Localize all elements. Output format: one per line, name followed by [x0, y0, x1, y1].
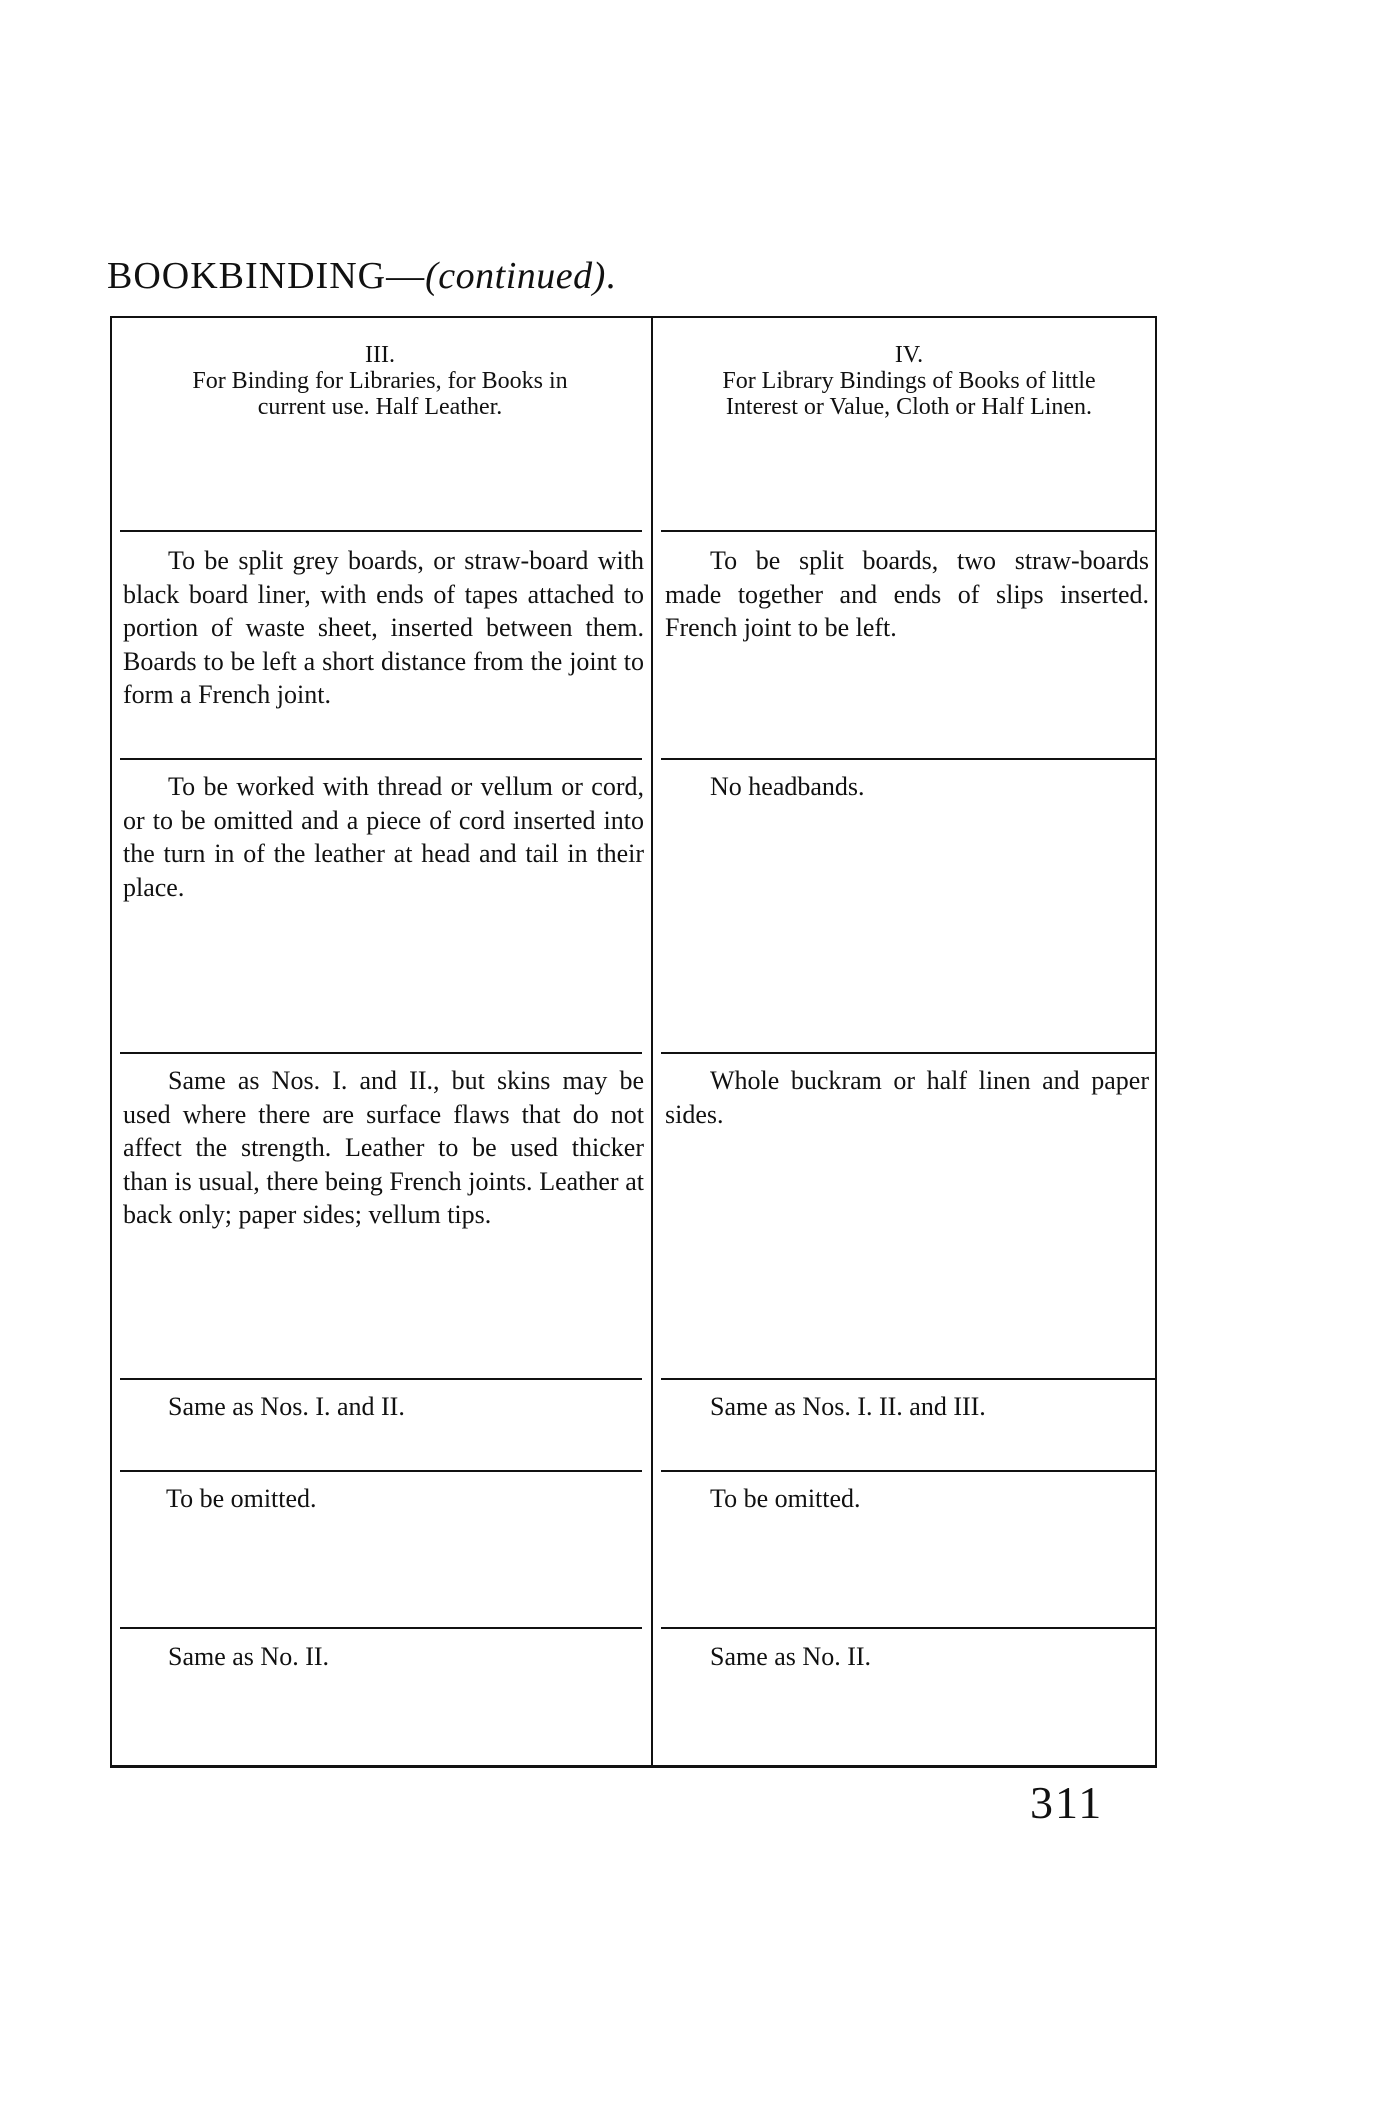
cell-iv-row-6: Same as No. II.	[710, 1642, 872, 1671]
cell-iii-row-3: Same as Nos. I. and II., but skins may be used where there are surface flaws that do not affect the strength. Leather to be used thicker than is usual, there being French joints. Leather at back only; paper sides; vellum tips.	[123, 1066, 644, 1229]
row-rule	[661, 1470, 1155, 1472]
row-rule	[120, 1627, 642, 1629]
column-divider	[651, 318, 653, 1765]
cell-iv-row-1: To be split boards, two straw-boards made together and ends of slips inserted. French joint to be left.	[665, 546, 1149, 642]
cell-iii-row-2: To be worked with thread or vellum or cord, or to be omitted and a piece of cord inserted into the turn in of the leather at head and tail in their place.	[123, 772, 644, 902]
row-rule	[661, 1627, 1155, 1629]
cell-iv-row-3: Whole buckram or half linen and paper sides.	[665, 1066, 1149, 1129]
row-rule	[120, 1378, 642, 1380]
title-continued: (continued)	[425, 255, 606, 297]
page-number: 311	[1030, 1777, 1104, 1828]
row-rule	[661, 758, 1155, 760]
column-heading-line: current use. Half Leather.	[257, 394, 503, 420]
row-rule	[661, 1052, 1155, 1054]
column-numeral: III.	[365, 342, 395, 368]
title-period: .	[605, 255, 617, 297]
column-header-iii	[120, 342, 640, 420]
column-heading-line: For Library Bindings of Books of little	[722, 368, 1096, 394]
row-rule	[661, 530, 1155, 532]
cell-iii-row-1: To be split grey boards, or straw-board with black board liner, with ends of tapes attached to portion of waste sheet, inserted between them. Boards to be left a short distance from the joint to form a French joint.	[123, 546, 644, 709]
page-title	[107, 254, 616, 298]
row-rule	[120, 758, 642, 760]
title-main: BOOKBINDING—	[107, 255, 426, 297]
cell-iii-row-5: To be omitted.	[166, 1484, 317, 1513]
cell-iii-row-6: Same as No. II.	[168, 1642, 330, 1671]
column-heading-line: Interest or Value, Cloth or Half Linen.	[725, 394, 1093, 420]
cell-iv-row-5: To be omitted.	[710, 1484, 861, 1513]
cell-iv-row-4: Same as Nos. I. II. and III.	[710, 1392, 986, 1421]
column-numeral: IV.	[894, 342, 924, 368]
row-rule	[120, 1470, 642, 1472]
bookbinding-table	[110, 316, 1157, 1768]
cell-iii-row-4: Same as Nos. I. and II.	[168, 1392, 405, 1421]
row-rule	[661, 1378, 1155, 1380]
column-header-iv	[661, 342, 1157, 420]
row-rule	[120, 530, 642, 532]
column-heading-line: For Binding for Libraries, for Books in	[192, 368, 568, 394]
row-rule	[120, 1052, 642, 1054]
cell-iv-row-2: No headbands.	[710, 772, 865, 801]
